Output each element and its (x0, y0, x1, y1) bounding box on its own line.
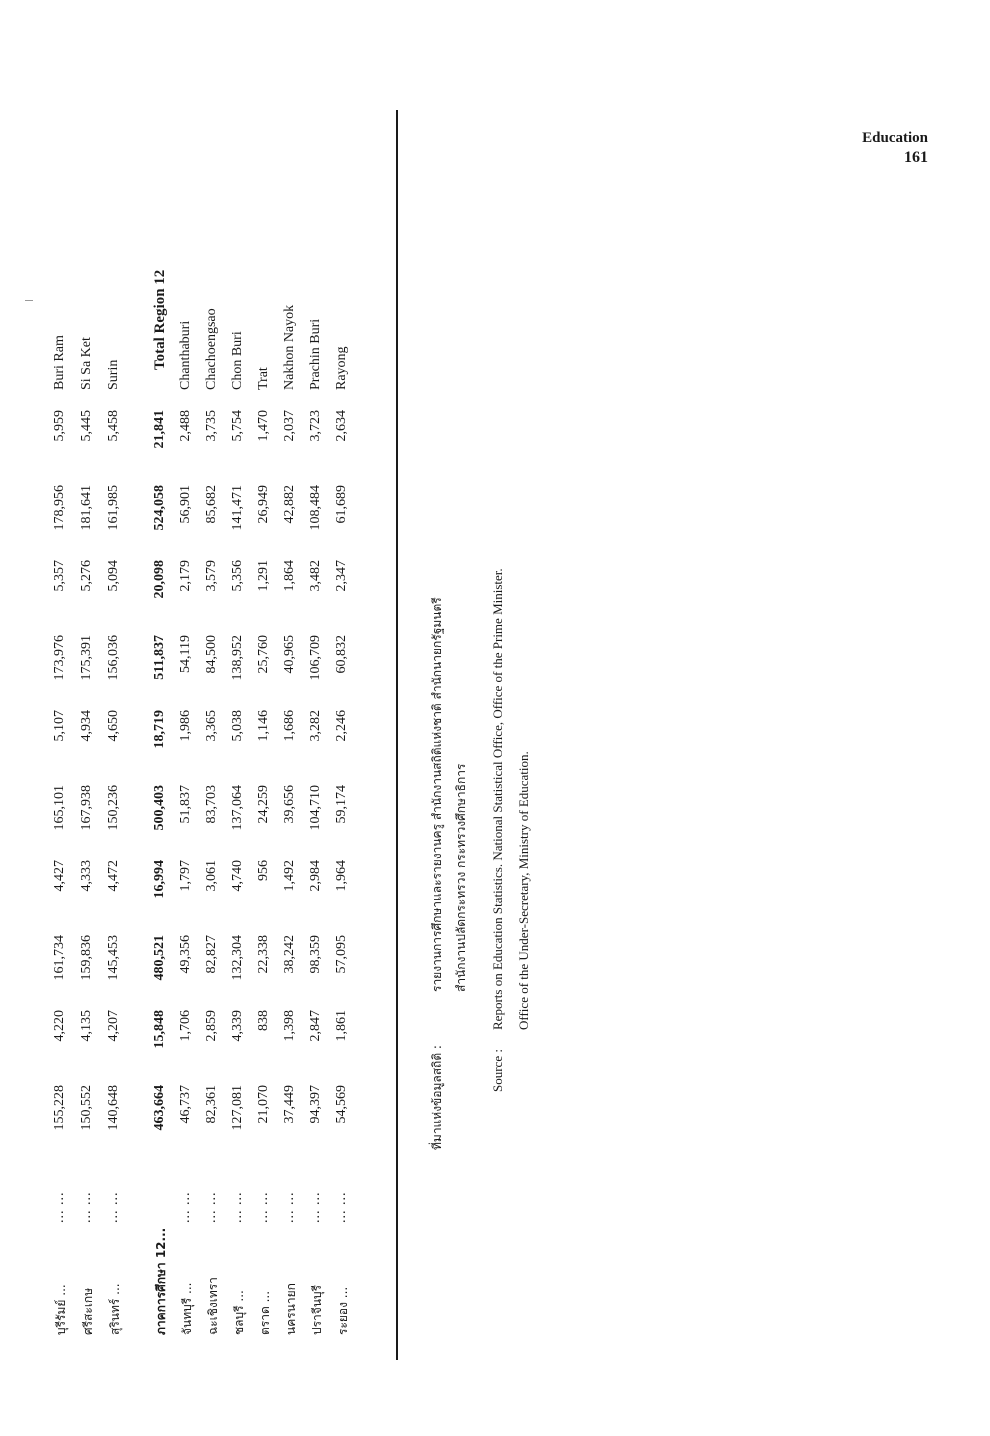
province-english-name: Nakhon Nayok (282, 304, 297, 390)
page-number: 161 (904, 149, 928, 166)
value-cell: 463,664 (152, 1085, 167, 1131)
value-cell: 98,359 (308, 935, 323, 974)
value-cell: 140,648 (106, 1085, 121, 1131)
province-english-name: Chanthaburi (178, 320, 193, 390)
leader-dots: ... ... (178, 1191, 193, 1223)
value-cell: 2,246 (334, 710, 349, 742)
table-row (174, 35, 202, 1335)
value-cell: 173,976 (52, 635, 67, 681)
value-cell: 161,985 (106, 485, 121, 531)
value-cell: 838 (256, 1010, 271, 1031)
value-cell: 4,650 (106, 710, 121, 742)
value-cell: 3,723 (308, 410, 323, 442)
value-cell: 3,482 (308, 560, 323, 592)
value-cell: 38,242 (282, 935, 297, 974)
table-row-total (148, 35, 176, 1335)
value-cell: 4,135 (79, 1010, 94, 1042)
value-cell: 84,500 (204, 635, 219, 674)
value-cell: 1,398 (282, 1010, 297, 1042)
value-cell: 150,236 (106, 785, 121, 831)
value-cell: 83,703 (204, 785, 219, 824)
value-cell: 181,641 (79, 485, 94, 531)
value-cell: 108,484 (308, 485, 323, 531)
value-cell: 3,579 (204, 560, 219, 592)
value-cell: 141,471 (230, 485, 245, 531)
page-header (862, 128, 928, 168)
value-cell: 2,037 (282, 410, 297, 442)
value-cell: 4,740 (230, 860, 245, 892)
value-cell: 2,347 (334, 560, 349, 592)
value-cell: 156,036 (106, 635, 121, 681)
value-cell: 1,291 (256, 560, 271, 592)
value-cell: 127,081 (230, 1085, 245, 1131)
value-cell: 42,882 (282, 485, 297, 524)
value-cell: 159,836 (79, 935, 94, 981)
table-row (102, 35, 130, 1335)
province-thai-name: ระยอง ... (336, 1286, 350, 1335)
province-english-name: Chachoengsao (204, 308, 219, 390)
rotated-table-block (48, 0, 568, 1420)
province-english-name: Buri Ram (52, 335, 67, 390)
value-cell: 3,365 (204, 710, 219, 742)
leader-dots: ... ... (52, 1191, 67, 1223)
value-cell: 82,827 (204, 935, 219, 974)
leader-dots: ... ... (334, 1191, 349, 1223)
value-cell: 59,174 (334, 785, 349, 824)
value-cell: 1,986 (178, 710, 193, 742)
value-cell: 85,682 (204, 485, 219, 524)
leader-dots: ... ... (79, 1191, 94, 1223)
leader-dots: ... ... (106, 1191, 121, 1223)
province-thai-name: ปราจีนบุรี (310, 1284, 324, 1335)
table-row (304, 35, 332, 1335)
value-cell: 60,832 (334, 635, 349, 674)
province-thai-name: นครนายก (284, 1283, 298, 1335)
table-row (75, 35, 103, 1335)
province-thai-name: สุรินทร์ ... (108, 1283, 122, 1335)
value-cell: 161,734 (52, 935, 67, 981)
value-cell: 1,706 (178, 1010, 193, 1042)
value-cell: 480,521 (152, 935, 167, 981)
value-cell: 3,735 (204, 410, 219, 442)
value-cell: 132,304 (230, 935, 245, 981)
value-cell: 2,488 (178, 410, 193, 442)
value-cell: 94,397 (308, 1085, 323, 1124)
value-cell: 16,994 (152, 860, 167, 899)
value-cell: 5,754 (230, 410, 245, 442)
value-cell: 49,356 (178, 935, 193, 974)
value-cell: 511,837 (152, 635, 167, 680)
value-cell: 524,058 (152, 485, 167, 531)
table-row (48, 35, 76, 1335)
value-cell: 104,710 (308, 785, 323, 831)
leader-dots: ... ... (282, 1191, 297, 1223)
value-cell: 4,207 (106, 1010, 121, 1042)
value-cell: 1,686 (282, 710, 297, 742)
section-title: Education (862, 130, 928, 146)
province-thai-name: บุรีรัมย์ ... (54, 1284, 68, 1335)
value-cell: 1,964 (334, 860, 349, 892)
leader-dots: ... ... (308, 1191, 323, 1223)
value-cell: 61,689 (334, 485, 349, 524)
value-cell: 137,064 (230, 785, 245, 831)
value-cell: 2,634 (334, 410, 349, 442)
value-cell: 1,797 (178, 860, 193, 892)
value-cell: 4,934 (79, 710, 94, 742)
value-cell: 57,095 (334, 935, 349, 974)
province-english-name: Trat (256, 367, 271, 390)
province-thai-name: ศรีสะเกษ (81, 1287, 95, 1335)
value-cell: 155,228 (52, 1085, 67, 1131)
value-cell: 2,847 (308, 1010, 323, 1042)
value-cell: 82,361 (204, 1085, 219, 1124)
leader-dots: ... ... (204, 1191, 219, 1223)
value-cell: 178,956 (52, 485, 67, 531)
value-cell: 21,070 (256, 1085, 271, 1124)
value-cell: 106,709 (308, 635, 323, 681)
table-row (226, 35, 254, 1335)
value-cell: 4,220 (52, 1010, 67, 1042)
value-cell: 5,959 (52, 410, 67, 442)
value-cell: 20,098 (152, 560, 167, 599)
province-english-name: Rayong (334, 346, 349, 390)
value-cell: 5,357 (52, 560, 67, 592)
thai-source-line-1: รายงานการศึกษาและรายงานครู สำนักงานสถิติแห่งชาติ สำนักนายกรัฐมนตรี (430, 597, 444, 992)
value-cell: 5,445 (79, 410, 94, 442)
statistics-table (48, 35, 388, 1335)
value-cell: 22,338 (256, 935, 271, 974)
value-cell: 5,107 (52, 710, 67, 742)
value-cell: 150,552 (79, 1085, 94, 1131)
value-cell: 54,569 (334, 1085, 349, 1124)
value-cell: 25,760 (256, 635, 271, 674)
scan-mark (25, 300, 33, 301)
table-row (330, 35, 358, 1335)
value-cell: 5,458 (106, 410, 121, 442)
value-cell: 5,276 (79, 560, 94, 592)
value-cell: 54,119 (178, 635, 193, 673)
leader-dots: ... ... (230, 1191, 245, 1223)
value-cell: 40,965 (282, 635, 297, 674)
value-cell: 4,472 (106, 860, 121, 892)
value-cell: 21,841 (152, 410, 167, 449)
province-thai-name: จันทบุรี ... (180, 1282, 194, 1335)
thai-source-label: ที่มาแห่งข้อมูลสถิติ : (430, 1045, 444, 1150)
value-cell: 138,952 (230, 635, 245, 681)
value-cell: 175,391 (79, 635, 94, 681)
value-cell: 5,356 (230, 560, 245, 592)
value-cell: 26,949 (256, 485, 271, 524)
value-cell: 51,837 (178, 785, 193, 824)
value-cell: 956 (256, 860, 271, 881)
value-cell: 4,339 (230, 1010, 245, 1042)
table-row (200, 35, 228, 1335)
source-line-1: Reports on Education Statistics. National Statistical Office, Office of the Prime Minister. (490, 568, 505, 1030)
province-english-name: Prachin Buri (308, 318, 323, 390)
value-cell: 56,901 (178, 485, 193, 524)
table-row (252, 35, 280, 1335)
value-cell: 165,101 (52, 785, 67, 831)
value-cell: 1,492 (282, 860, 297, 892)
value-cell: 167,938 (79, 785, 94, 831)
value-cell: 39,656 (282, 785, 297, 824)
value-cell: 4,427 (52, 860, 67, 892)
source-label: Source : (490, 1049, 505, 1092)
province-thai-name: ฉะเชิงเทรา (206, 1277, 220, 1335)
value-cell: 24,259 (256, 785, 271, 824)
leader-dots: ... ... (256, 1191, 271, 1223)
province-thai-name: ชลบุรี ... (232, 1290, 246, 1335)
value-cell: 1,146 (256, 710, 271, 742)
value-cell: 1,864 (282, 560, 297, 592)
value-cell: 5,094 (106, 560, 121, 592)
value-cell: 145,453 (106, 935, 121, 981)
value-cell: 15,848 (152, 1010, 167, 1049)
province-english-name: Chon Buri (230, 331, 245, 390)
value-cell: 46,737 (178, 1085, 193, 1124)
value-cell: 1,470 (256, 410, 271, 442)
value-cell: 1,861 (334, 1010, 349, 1042)
value-cell: 3,061 (204, 860, 219, 892)
thai-source-line-2: สำนักงานปลัดกระทรวง กระทรวงศึกษาธิการ (454, 763, 468, 992)
value-cell: 5,038 (230, 710, 245, 742)
source-line-2: Office of the Under-Secretary, Ministry of Education. (516, 751, 531, 1030)
value-cell: 500,403 (152, 785, 167, 831)
value-cell: 3,282 (308, 710, 323, 742)
value-cell: 2,859 (204, 1010, 219, 1042)
province-thai-name: ภาคการศึกษา 12... (154, 1227, 168, 1335)
value-cell: 37,449 (282, 1085, 297, 1124)
value-cell: 4,333 (79, 860, 94, 892)
province-english-name: Total Region 12 (152, 269, 168, 370)
province-english-name: Surin (106, 359, 121, 390)
table-bottom-rule (396, 110, 398, 1360)
province-thai-name: ตราด ... (258, 1290, 272, 1335)
value-cell: 2,179 (178, 560, 193, 592)
value-cell: 18,719 (152, 710, 167, 749)
value-cell: 2,984 (308, 860, 323, 892)
province-english-name: Si Sa Ket (79, 337, 94, 390)
table-row (278, 35, 306, 1335)
